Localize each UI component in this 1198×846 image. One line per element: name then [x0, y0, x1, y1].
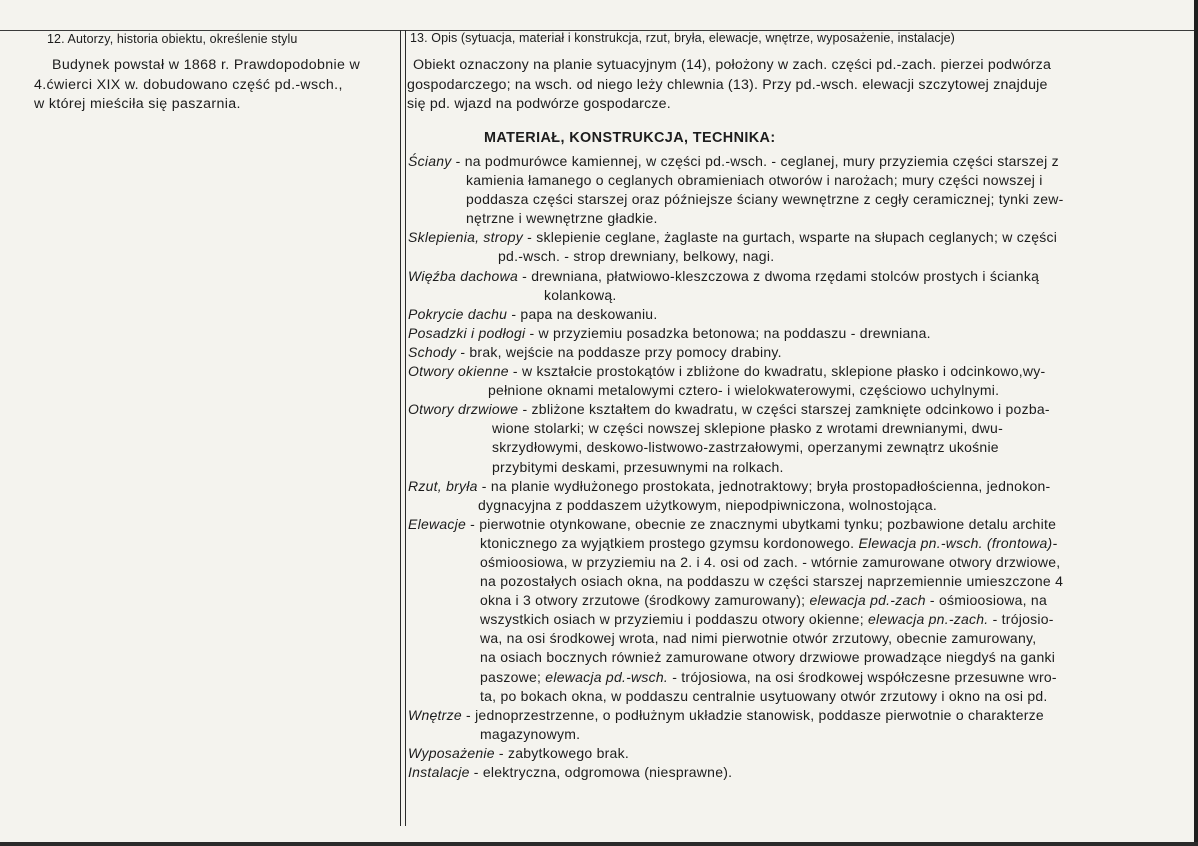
entry-text-part: okna i 3 otwory zrzutowe (środkowy zamurowany);	[480, 592, 810, 609]
entry-wiezba	[408, 267, 1143, 305]
entry-rzut-bryla	[408, 477, 1143, 515]
entry-text: wa, na osi środkowej wrota, nad nimi pierwotnie otwór zrzutowy, obecnie zamurowany,	[480, 630, 1037, 647]
entry-text: przybitymi deskami, przesuwnymi na rolkach.	[492, 458, 784, 475]
entry-text-emph: Elewacja pn.-wsch. (frontowa)-	[858, 534, 1058, 551]
intro-line: Obiekt oznaczony na planie sytuacyjnym (14), położony w zach. części pd.-zach. pierzei podwórza	[413, 57, 1052, 73]
intro-line: się pd. wjazd na podwórze gospodarcze.	[407, 96, 671, 112]
entry-text: - zabytkowego brak.	[494, 744, 629, 761]
entry-text: - brak, wejście na poddasze przy pomocy drabiny.	[456, 343, 782, 360]
entry-text-part: ktonicznego za wyjątkiem prostego gzymsu kordonowego.	[480, 534, 859, 551]
entry-text-part: - trójosio-	[988, 611, 1054, 628]
scan-edge-right	[1194, 0, 1198, 846]
entry-text: ośmioosiowa, w przyziemiu na 2. i 4. osi od zach. - wtórnie zamurowane otwory drzwiowe,	[480, 553, 1061, 570]
entry-text: pd.-wsch. - strop drewniany, belkowy, nagi.	[498, 248, 775, 265]
entry-term: Rzut, bryła	[408, 477, 478, 494]
entry-text: skrzydłowymi, deskowo-listwowo-zastrzałowymi, operzanymi zewnątrz ukośnie	[492, 439, 999, 456]
entry-text: - na podmurówce kamiennej, w części pd.-wsch. - ceglanej, mury przyziemia części starszej z	[451, 153, 1059, 169]
entry-term: Sklepienia, stropy	[408, 229, 524, 246]
entry-text: - jednoprzestrzenne, o podłużnym układzie stanowisk, poddasze pierwotnie o charakterze	[461, 706, 1044, 723]
entry-text: magazynowym.	[480, 725, 581, 742]
entry-text: - papa na deskowaniu.	[507, 305, 658, 322]
entry-text: dygnacyjna z poddaszem użytkowym, niepodpiwniczona, wolnostojąca.	[478, 496, 938, 513]
entry-term: Otwory drzwiowe	[408, 401, 519, 418]
entry-text-part: - ośmioosiowa, na	[925, 592, 1047, 609]
material-section-title: MATERIAŁ, KONSTRUKCJA, TECHNIKA:	[484, 130, 776, 146]
entry-term: Wyposażenie	[408, 744, 495, 761]
entry-term: Instalacje	[408, 764, 470, 780]
entry-text: ta, po bokach okna, w poddaszu centralnie usytuowany otwór zrzutowy i okno na osi pd.	[480, 687, 1048, 704]
entry-text	[408, 534, 1143, 553]
entry-text-emph: elewacja pd.-zach	[809, 592, 926, 609]
entry-text: kamienia łamanego o ceglanych obramieniach otworów i narożach; mury części nowszej i	[466, 172, 1043, 189]
history-line: 4.ćwierci XIX w. dobudowano część pd.-wsch.,	[34, 76, 343, 93]
material-entries	[408, 152, 1143, 782]
entry-term: Posadzki i podłogi	[408, 324, 526, 341]
entry-text: wione stolarki; w części nowszej sklepione płasko z wrotami drewnianymi, dwu-	[492, 420, 1003, 437]
entry-sciany	[408, 152, 1143, 228]
entry-text: - w kształcie prostokątów i zbliżone do kwadratu, sklepione płasko i odcinkowo,wy-	[508, 363, 1046, 380]
history-text	[34, 56, 398, 115]
entry-schody	[408, 343, 1143, 362]
entry-wnetrze	[408, 706, 1143, 744]
entry-posadzki	[408, 324, 1143, 343]
entry-otwory-okienne	[408, 362, 1143, 400]
column-divider-inner	[405, 30, 406, 826]
entry-text-part: paszowe;	[480, 668, 546, 685]
situation-description	[407, 56, 1134, 115]
entry-term: Schody	[408, 343, 457, 360]
entry-elewacje	[408, 515, 1143, 706]
entry-text: - na planie wydłużonego prostokata, jednotraktowy; bryła prostopadłościenna, jednokon-	[477, 477, 1051, 494]
entry-term: Elewacje	[408, 515, 467, 532]
entry-term: Więźba dachowa	[408, 267, 518, 284]
entry-text: - sklepienie ceglane, żaglaste na gurtach, wsparte na słupach ceglanych; w części	[523, 229, 1058, 246]
entry-text: poddasza części starszej oraz późniejsze ściany wewnętrzne z cegły ceramicznej; tynki zew-	[466, 191, 1064, 208]
entry-otwory-drzwiowe	[408, 400, 1143, 476]
entry-term: Ściany	[408, 153, 452, 169]
entry-term: Pokrycie dachu	[408, 305, 508, 322]
entry-text: - w przyziemiu posadzka betonowa; na poddaszu - drewniana.	[525, 324, 931, 341]
intro-line: gospodarczego; na wsch. od niego leży chlewnia (13). Przy pd.-wsch. elewacji szczytowej znajduje	[407, 76, 1048, 93]
entry-text-emph: elewacja pd.-wsch.	[545, 668, 669, 685]
entry-text: - elektryczna, odgromowa (niesprawne).	[469, 764, 733, 780]
entry-text	[408, 668, 1143, 687]
entry-text: - zbliżone kształtem do kwadratu, w części starszej zamknięte odcinkowo i pozba-	[518, 401, 1050, 418]
entry-text: pełnione oknami metalowymi cztero- i wielokwaterowymi, częściowo uchylnymi.	[488, 382, 1000, 399]
entry-instalacje	[408, 763, 1143, 782]
entry-text	[408, 591, 1143, 610]
entry-text-emph: elewacja pn.-zach.	[868, 611, 989, 628]
history-line: w której mieściła się paszarnia.	[34, 96, 241, 112]
entry-term: Otwory okienne	[408, 363, 509, 380]
entry-text: - drewniana, płatwiowo-kleszczowa z dwoma rzędami stolców prostych i ścianką	[518, 267, 1040, 284]
entry-pokrycie	[408, 305, 1143, 324]
scan-edge-bottom	[0, 842, 1198, 846]
entry-wyposazenie	[408, 744, 1143, 763]
entry-text: na osiach bocznych również zamurowane otwory drzwiowe prowadzące niegdyś na ganki	[480, 649, 1056, 666]
entry-term: Wnętrze	[408, 706, 462, 723]
entry-sklepienia	[408, 228, 1143, 266]
entry-text: - pierwotnie otynkowane, obecnie ze znacznymi ubytkami tynku; pozbawione detalu archite	[466, 515, 1057, 532]
entry-text: nętrzne i wewnętrzne gładkie.	[466, 210, 658, 227]
history-line: Budynek powstał w 1868 r. Prawdopodobnie w	[52, 57, 361, 73]
entry-text: na pozostałych osiach okna, na poddaszu w części starszej naprzemiennie umieszczone 4	[480, 573, 1064, 590]
entry-text-part: wszystkich osiach w przyziemiu i poddaszu otwory okienne;	[480, 611, 868, 628]
column-divider	[400, 30, 401, 826]
entry-text	[408, 610, 1143, 629]
section-13-heading: 13. Opis (sytuacja, materiał i konstrukcja, rzut, bryła, elewacje, wnętrze, wyposażenie, instalacje)	[410, 31, 955, 45]
section-12-heading: 12. Autorzy, historia obiektu, określenie stylu	[47, 32, 298, 46]
entry-text-part: - trójosiowa, na osi środkowej współczesne przesuwne wro-	[668, 668, 1057, 685]
entry-text: kolankową.	[544, 286, 617, 303]
